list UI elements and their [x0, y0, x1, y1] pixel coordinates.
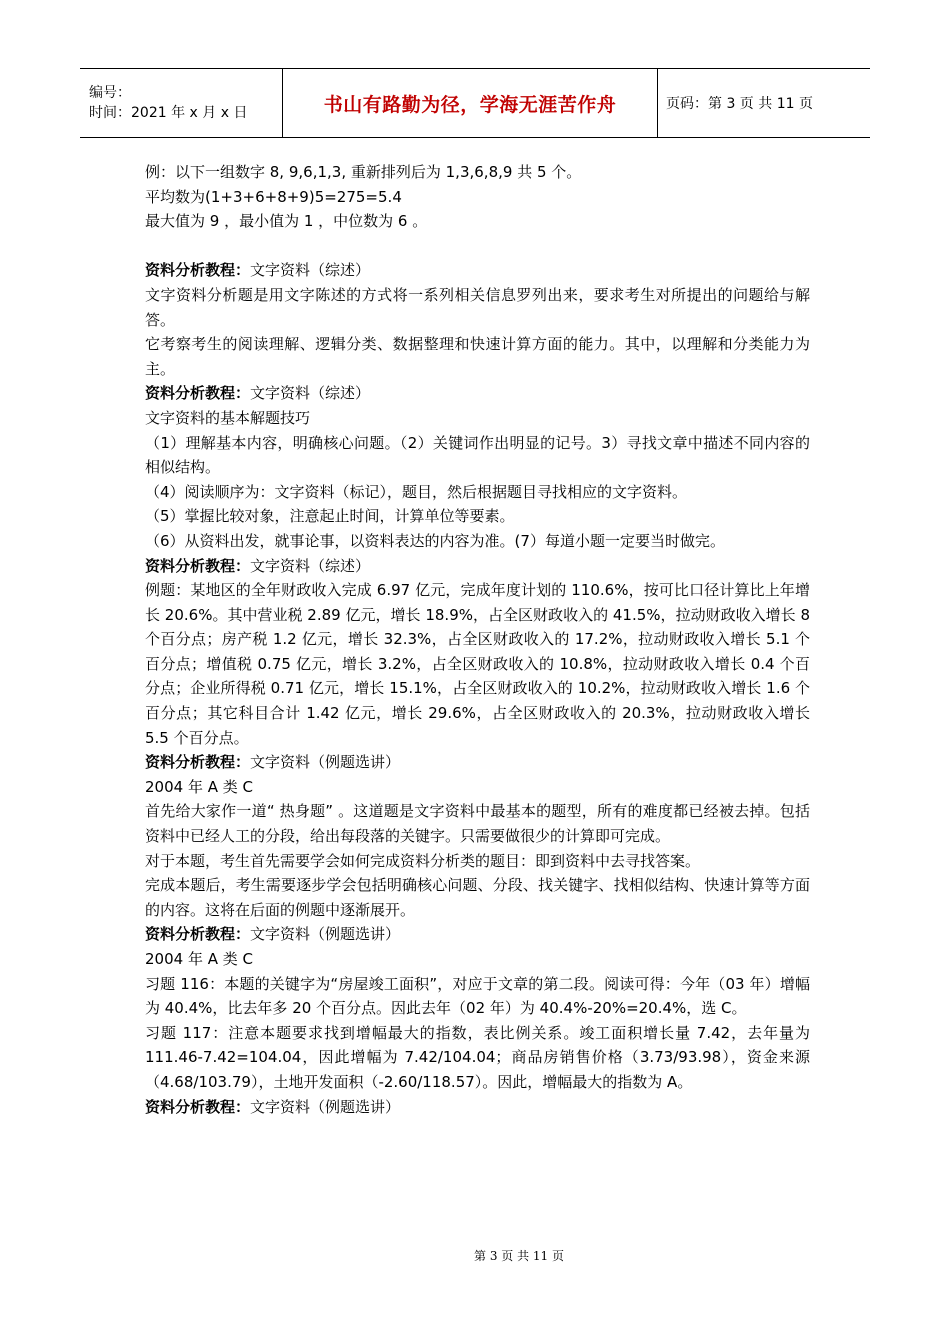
section-heading-text: 文字资料（例题选讲）	[250, 1097, 401, 1116]
blank-line	[145, 234, 810, 259]
section-heading	[145, 922, 810, 947]
header-meta	[80, 69, 282, 137]
paragraph: 例：以下一组数字 8, 9,6,1,3, 重新排列后为 1,3,6,8,9 共 5 个。	[145, 163, 582, 181]
section-heading-text: 文字资料（综述）	[250, 556, 371, 575]
section-heading-bold: 资料分析教程：	[145, 261, 251, 280]
section-heading	[145, 750, 810, 775]
paragraph: 对于本题，考生首先需要学会如何完成资料分析类的题目：即到资料中去寻找答案。	[145, 851, 701, 870]
section-heading	[145, 381, 810, 406]
section-heading-bold: 资料分析教程：	[145, 1097, 251, 1116]
serial-number-label: 编号：	[89, 85, 131, 101]
date-label: 时间：2021 年 x 月 x 日	[89, 105, 248, 121]
section-heading	[145, 258, 810, 283]
paragraph: 首先给大家作一道“ 热身题” 。这道题是文字资料中最基本的题型，所有的难度都已经被去掉。包括资料中已经人工的分段，给出每段落的关键字。只需要做很少的计算即可完成。	[145, 802, 810, 846]
page-header	[80, 68, 870, 138]
paragraph: 最大值为 9 ，最小值为 1 ，中位数为 6 。	[145, 212, 428, 231]
section-heading-text: 文字资料（综述）	[250, 384, 371, 403]
paragraph: 文字资料的基本解题技巧	[145, 408, 311, 427]
paragraph: 2004 年 A 类 C	[145, 950, 253, 968]
section-heading-bold: 资料分析教程：	[145, 753, 251, 772]
paragraph: （1）理解基本内容，明确核心问题。（2）关键词作出明显的记号。3）寻找文章中描述不同内容的相似结构。	[145, 433, 810, 477]
section-heading-text: 文字资料（综述）	[250, 261, 371, 280]
paragraph: 文字资料分析题是用文字陈述的方式将一系列相关信息罗列出来，要求考生对所提出的问题给与解答。	[145, 285, 810, 329]
paragraph: 2004 年 A 类 C	[145, 777, 253, 796]
paragraph: （5）掌握比较对象，注意起止时间，计算单位等要素。	[145, 507, 515, 526]
section-heading-bold: 资料分析教程：	[145, 556, 251, 575]
section-heading-text: 文字资料（例题选讲）	[250, 753, 401, 772]
section-heading	[145, 1095, 810, 1120]
section-heading	[145, 554, 810, 579]
footer-page-number: 第 3 页 共 11 页	[474, 1249, 564, 1263]
header-page-number: 页码：第 3 页 共 11 页	[666, 96, 813, 112]
document-body	[145, 160, 810, 1119]
paragraph: （4）阅读顺序为：文字资料（标记），题目，然后根据题目寻找相应的文字资料。	[145, 482, 688, 501]
paragraph: 习题 117：注意本题要求找到增幅最大的指数，表比例关系。竣工面积增长量 7.42，去年量为 111.46-7.42=104.04，因此增幅为 7.42/104.04；商品房销售价格（3.73/93.98），资金来源（4.68/103.79），土地开发面积（-2.60/118.57）。因此，增幅最大的指数为 A。	[145, 1023, 810, 1091]
header-motto: 书山有路勤为径，学海无涯苦作舟	[282, 69, 658, 137]
section-heading-text: 文字资料（例题选讲）	[250, 925, 401, 944]
paragraph: 平均数为(1+3+6+8+9)5=275=5.4	[145, 187, 402, 206]
section-heading-bold: 资料分析教程：	[145, 925, 251, 944]
paragraph: 它考察考生的阅读理解、逻辑分类、数据整理和快速计算方面的能力。其中，以理解和分类能力为主。	[145, 335, 810, 378]
paragraph: （6）从资料出发，就事论事，以资料表达的内容为准。(7）每道小题一定要当时做完。	[145, 531, 725, 550]
section-heading-bold: 资料分析教程：	[145, 384, 251, 403]
paragraph: 完成本题后，考生需要逐步学会包括明确核心问题、分段、找关键字、找相似结构、快速计算等方面的内容。这将在后面的例题中逐渐展开。	[145, 876, 810, 919]
page-footer	[0, 1247, 950, 1264]
paragraph: 习题 116：本题的关键字为“房屋竣工面积”，对应于文章的第二段。阅读可得：今年（03 年）增幅为 40.4%，比去年多 20 个百分点。因此去年（02 年）为 40.4%-20%=20.4%，选 C。	[145, 974, 810, 1018]
paragraph: 例题：某地区的全年财政收入完成 6.97 亿元，完成年度计划的 110.6%，按可比口径计算比上年增长 20.6%。其中营业税 2.89 亿元，增长 18.9%，占全区财政收入的 41.5%，拉动财政收入增长 8 个百分点；房产税 1.2 亿元，增长 32.3%，占全区财政收入的 17.2%，拉动财政收入增长 5.1 个百分点；增值税 0.75 亿元，增长 3.2%，占全区财政收入的 10.8%，拉动财政收入增长 0.4 个百分点；企业所得税 0.71 亿元，增长 15.1%，占全区财政收入的 10.2%，拉动财政收入增长 1.6 个百分点；其它科目合计 1.42 亿元，增长 29.6%，占全区财政收入的 20.3%，拉动财政收入增长 5.5 个百分点。	[145, 581, 810, 747]
